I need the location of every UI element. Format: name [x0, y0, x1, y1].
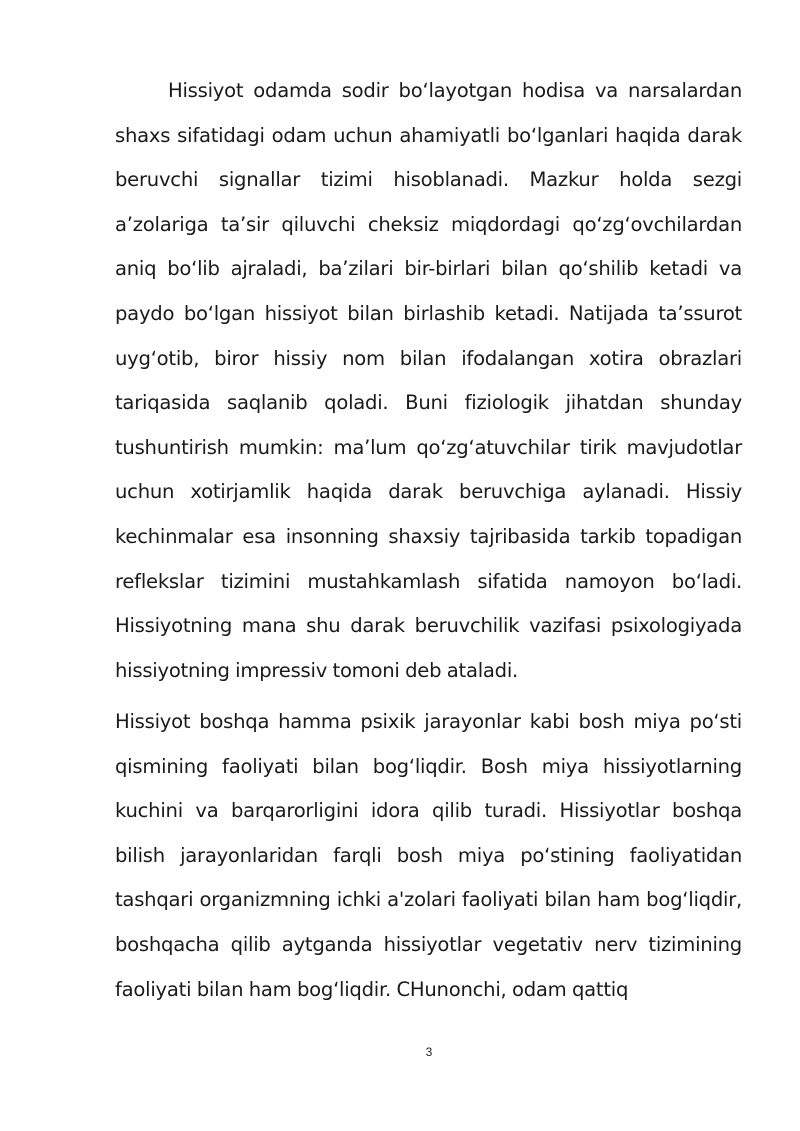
paragraph-1: Hissiyot odamda sodir boʻlayotgan hodisa va narsalardan shaxs sifatidagi odam uchun ahamiyatli boʻlganlari haqida darak beruvchi signallar tizimi hisoblanadi. Mazkur holda sezgi a’zolariga ta’sir qiluvchi cheksiz miqdordagi qoʻzgʻovchilardan aniq boʻlib ajraladi, ba’zilari bir-birlari bilan qoʻshilib ketadi va paydo boʻlgan hissiyot bilan birlashib ketadi. Natijada ta’ssurot uygʻotib, biror hissiy nom bilan ifodalangan xotira obrazlari tariqasida saqlanib qoladi. Buni fiziologik jihatdan shunday tushuntirish mumkin: ma’lum qoʻzgʻatuvchilar tirik mavjudotlar uchun xotirjamlik haqida darak beruvchiga aylanadi. Hissiy kechinmalar esa insonning shaxsiy tajribasida tarkib topadigan reflekslar tizimini mustahkamlash sifatida namoyon boʻladi. Hissiyotning mana shu darak beruvchilik vazifasi psixologiyada hissiyotning impressiv tomoni deb ataladi. [115, 79, 742, 682]
paragraph-2: Hissiyot boshqa hamma psixik jarayonlar kabi bosh miya poʻsti qismining faoliyati bilan bogʻliqdir. Bosh miya hissiyotlarning kuchini va barqarorligini idora qilib turadi. Hissiyotlar boshqa bilish jarayonlaridan farqli bosh miya poʻstining faoliyatidan tashqari organizmning ichki a'zolari faoliyati bilan ham bogʻliqdir, boshqacha qilib aytganda hissiyotlar vegetativ nerv tizimining faoliyati bilan ham bogʻliqdir. CHunonchi, odam qattiq [115, 710, 742, 1001]
page-number: 3 [425, 1045, 433, 1059]
